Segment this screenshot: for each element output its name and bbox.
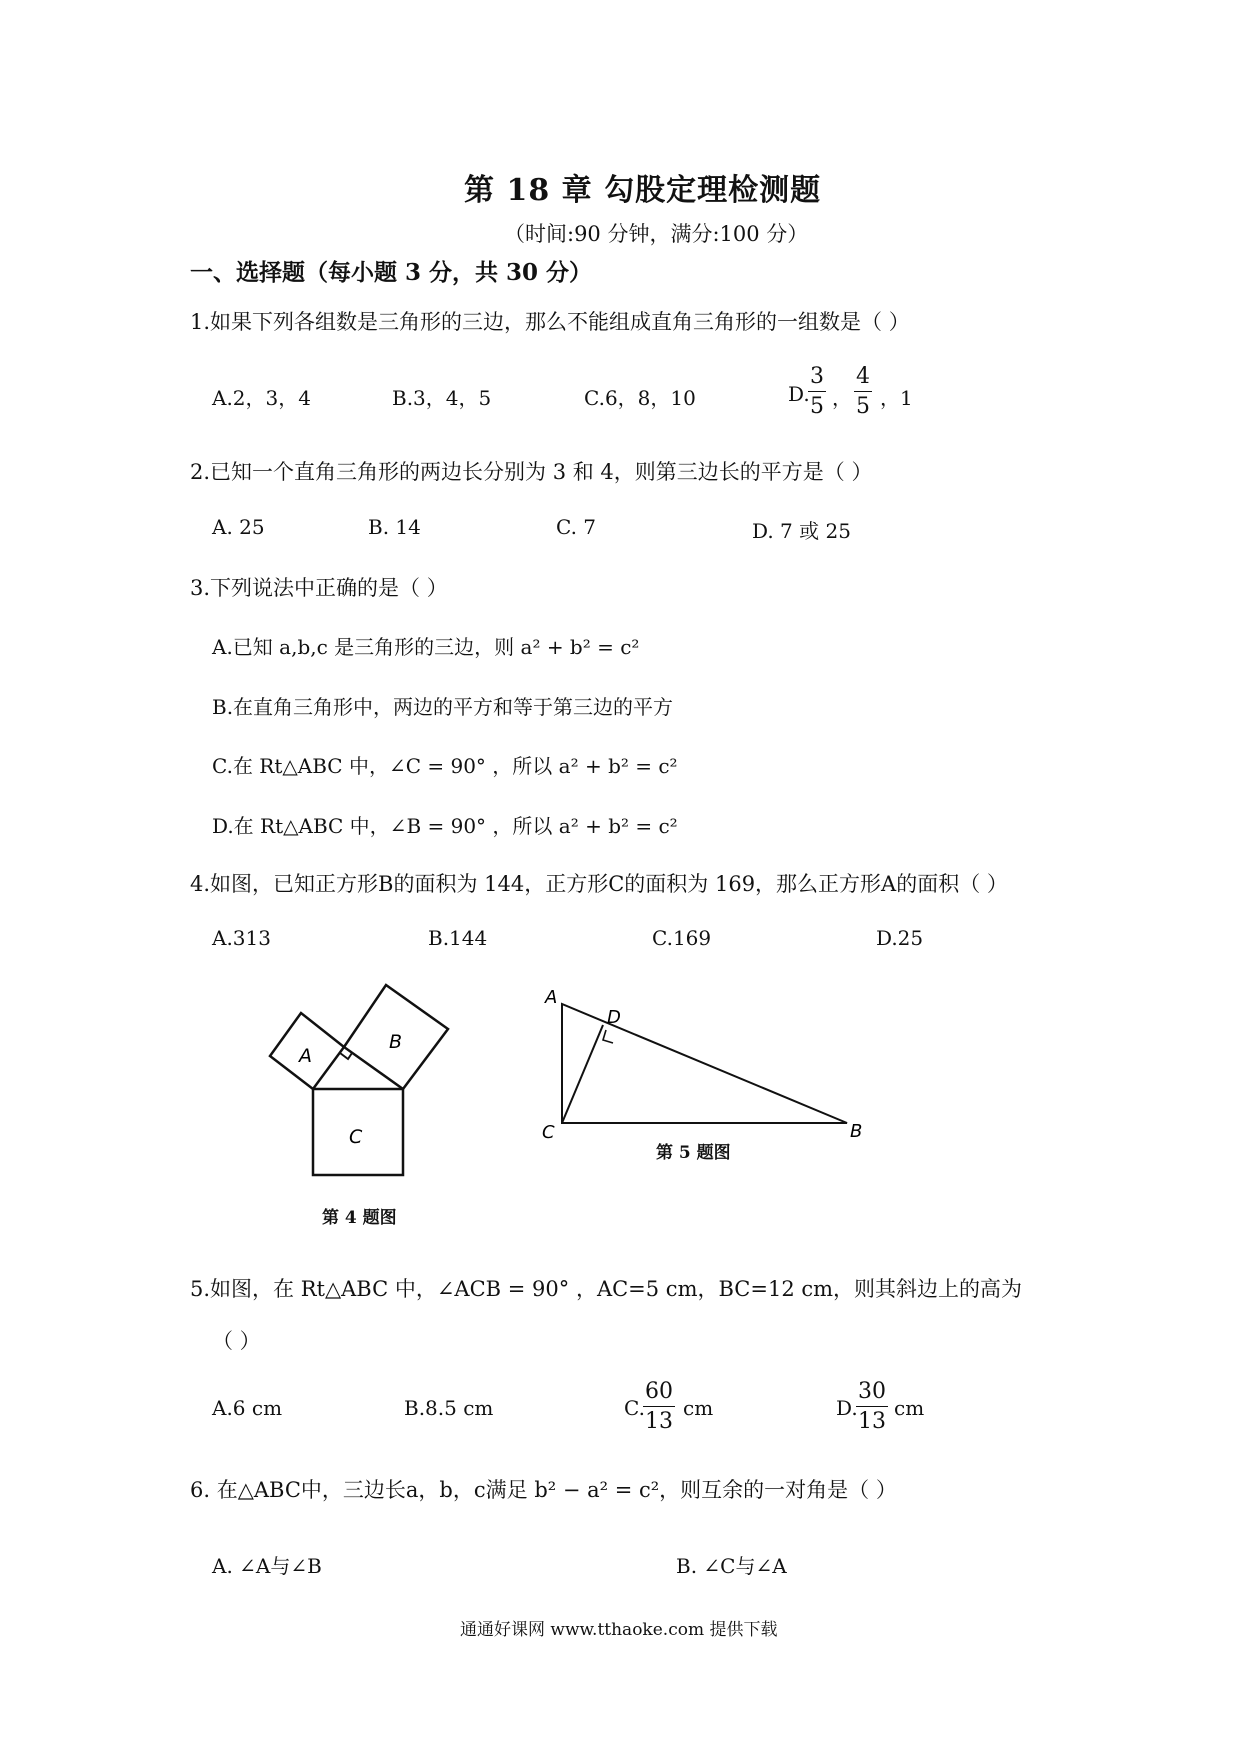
question-2-option-a: A. 25 — [212, 515, 265, 539]
question-1-option-d-prefix: D. — [788, 382, 810, 406]
fraction-denominator: 5 — [856, 394, 870, 419]
question-5-option-d-prefix: D. — [836, 1396, 858, 1420]
question-3-option-c: C.在 Rt△ABC 中，∠C = 90° ，所以 a² + b² = c² — [212, 754, 678, 778]
question-1-stem: 1.如果下列各组数是三角形的三边，那么不能组成直角三角形的一组数是（ ） — [190, 310, 910, 334]
label-a: A — [299, 1045, 312, 1067]
label-b: B — [850, 1121, 863, 1140]
question-2-option-b: B. 14 — [368, 515, 421, 539]
question-1-option-d-fraction-1 — [808, 366, 826, 418]
question-5-option-b: B.8.5 cm — [404, 1396, 494, 1420]
label-a: A — [545, 987, 558, 1008]
right-angle-mark — [340, 1053, 352, 1059]
fraction-numerator: 3 — [808, 366, 826, 392]
question-3-stem: 3.下列说法中正确的是（ ） — [190, 576, 448, 600]
figure-5-caption: 第 5 题图 — [656, 1143, 731, 1163]
label-c: C — [542, 1122, 555, 1140]
question-5-stem: 5.如图，在 Rt△ABC 中，∠ACB = 90° ，AC=5 cm，BC=12 cm，则其斜边上的高为 — [190, 1277, 1023, 1301]
question-3-option-d: D.在 Rt△ABC 中，∠B = 90° ，所以 a² + b² = c² — [212, 814, 678, 838]
page-subtitle: （时间:90 分钟，满分:100 分） — [504, 222, 809, 246]
fraction-denominator: 5 — [810, 394, 824, 419]
label-c: C — [349, 1126, 363, 1148]
question-6-option-a: A. ∠A与∠B — [212, 1554, 322, 1578]
question-4-option-c: C.169 — [652, 926, 712, 950]
altitude-cd — [562, 1025, 603, 1123]
question-5-option-d-fraction — [856, 1381, 888, 1433]
question-6-option-b: B. ∠C与∠A — [676, 1554, 787, 1578]
question-1-option-d-tail: ，1 — [880, 386, 913, 410]
question-3-option-a: A.已知 a,b,c 是三角形的三边，则 a² + b² = c² — [212, 635, 640, 659]
question-3-option-b: B.在直角三角形中，两边的平方和等于第三边的平方 — [212, 695, 674, 719]
figure-4-caption: 第 4 题图 — [322, 1208, 397, 1228]
section-heading: 一、选择题（每小题 3 分，共 30 分） — [190, 259, 593, 286]
question-5-paren: （ ） — [212, 1329, 261, 1353]
question-2-stem: 2.已知一个直角三角形的两边长分别为 3 和 4，则第三边长的平方是（ ） — [190, 460, 873, 484]
question-1-option-d-separator: ， — [832, 386, 852, 410]
label-d: D — [607, 1007, 621, 1028]
figure-5-diagram — [535, 985, 875, 1140]
page-title: 第 18 章 勾股定理检测题 — [464, 173, 822, 208]
question-5-option-d-unit: cm — [894, 1396, 925, 1420]
question-6-stem: 6. 在△ABC中，三边长a，b，c满足 b² − a² = c²，则互余的一对角是（ ） — [190, 1478, 897, 1502]
question-4-stem: 4.如图，已知正方形B的面积为 144，正方形C的面积为 169，那么正方形A的面积（ ） — [190, 872, 1008, 896]
question-4-option-b: B.144 — [428, 926, 488, 950]
question-2-option-d: D. 7 或 25 — [752, 519, 851, 543]
triangle-abc — [562, 1004, 847, 1123]
fraction-numerator: 30 — [856, 1381, 888, 1407]
question-5-option-a: A.6 cm — [212, 1396, 283, 1420]
question-1-option-b: B.3，4，5 — [392, 386, 492, 410]
fraction-denominator: 13 — [858, 1409, 886, 1434]
question-1-option-c: C.6，8，10 — [584, 386, 696, 410]
question-5-option-c-prefix: C. — [624, 1396, 645, 1420]
fraction-denominator: 13 — [645, 1409, 673, 1434]
question-1-option-a: A.2，3，4 — [212, 386, 311, 410]
question-5-option-c-fraction — [643, 1381, 675, 1433]
fraction-numerator: 4 — [854, 366, 872, 392]
question-1-option-d-fraction-2 — [854, 366, 872, 418]
page-footer: 通通好课网 www.tthaoke.com 提供下载 — [460, 1620, 778, 1640]
figure-4-diagram — [260, 975, 460, 1190]
question-4-option-a: A.313 — [212, 926, 271, 950]
question-2-option-c: C. 7 — [556, 515, 597, 539]
question-5-option-c-unit: cm — [683, 1396, 714, 1420]
label-b: B — [389, 1031, 403, 1053]
fraction-numerator: 60 — [643, 1381, 675, 1407]
question-4-option-d: D.25 — [876, 926, 924, 950]
right-angle-mark — [603, 1030, 613, 1043]
